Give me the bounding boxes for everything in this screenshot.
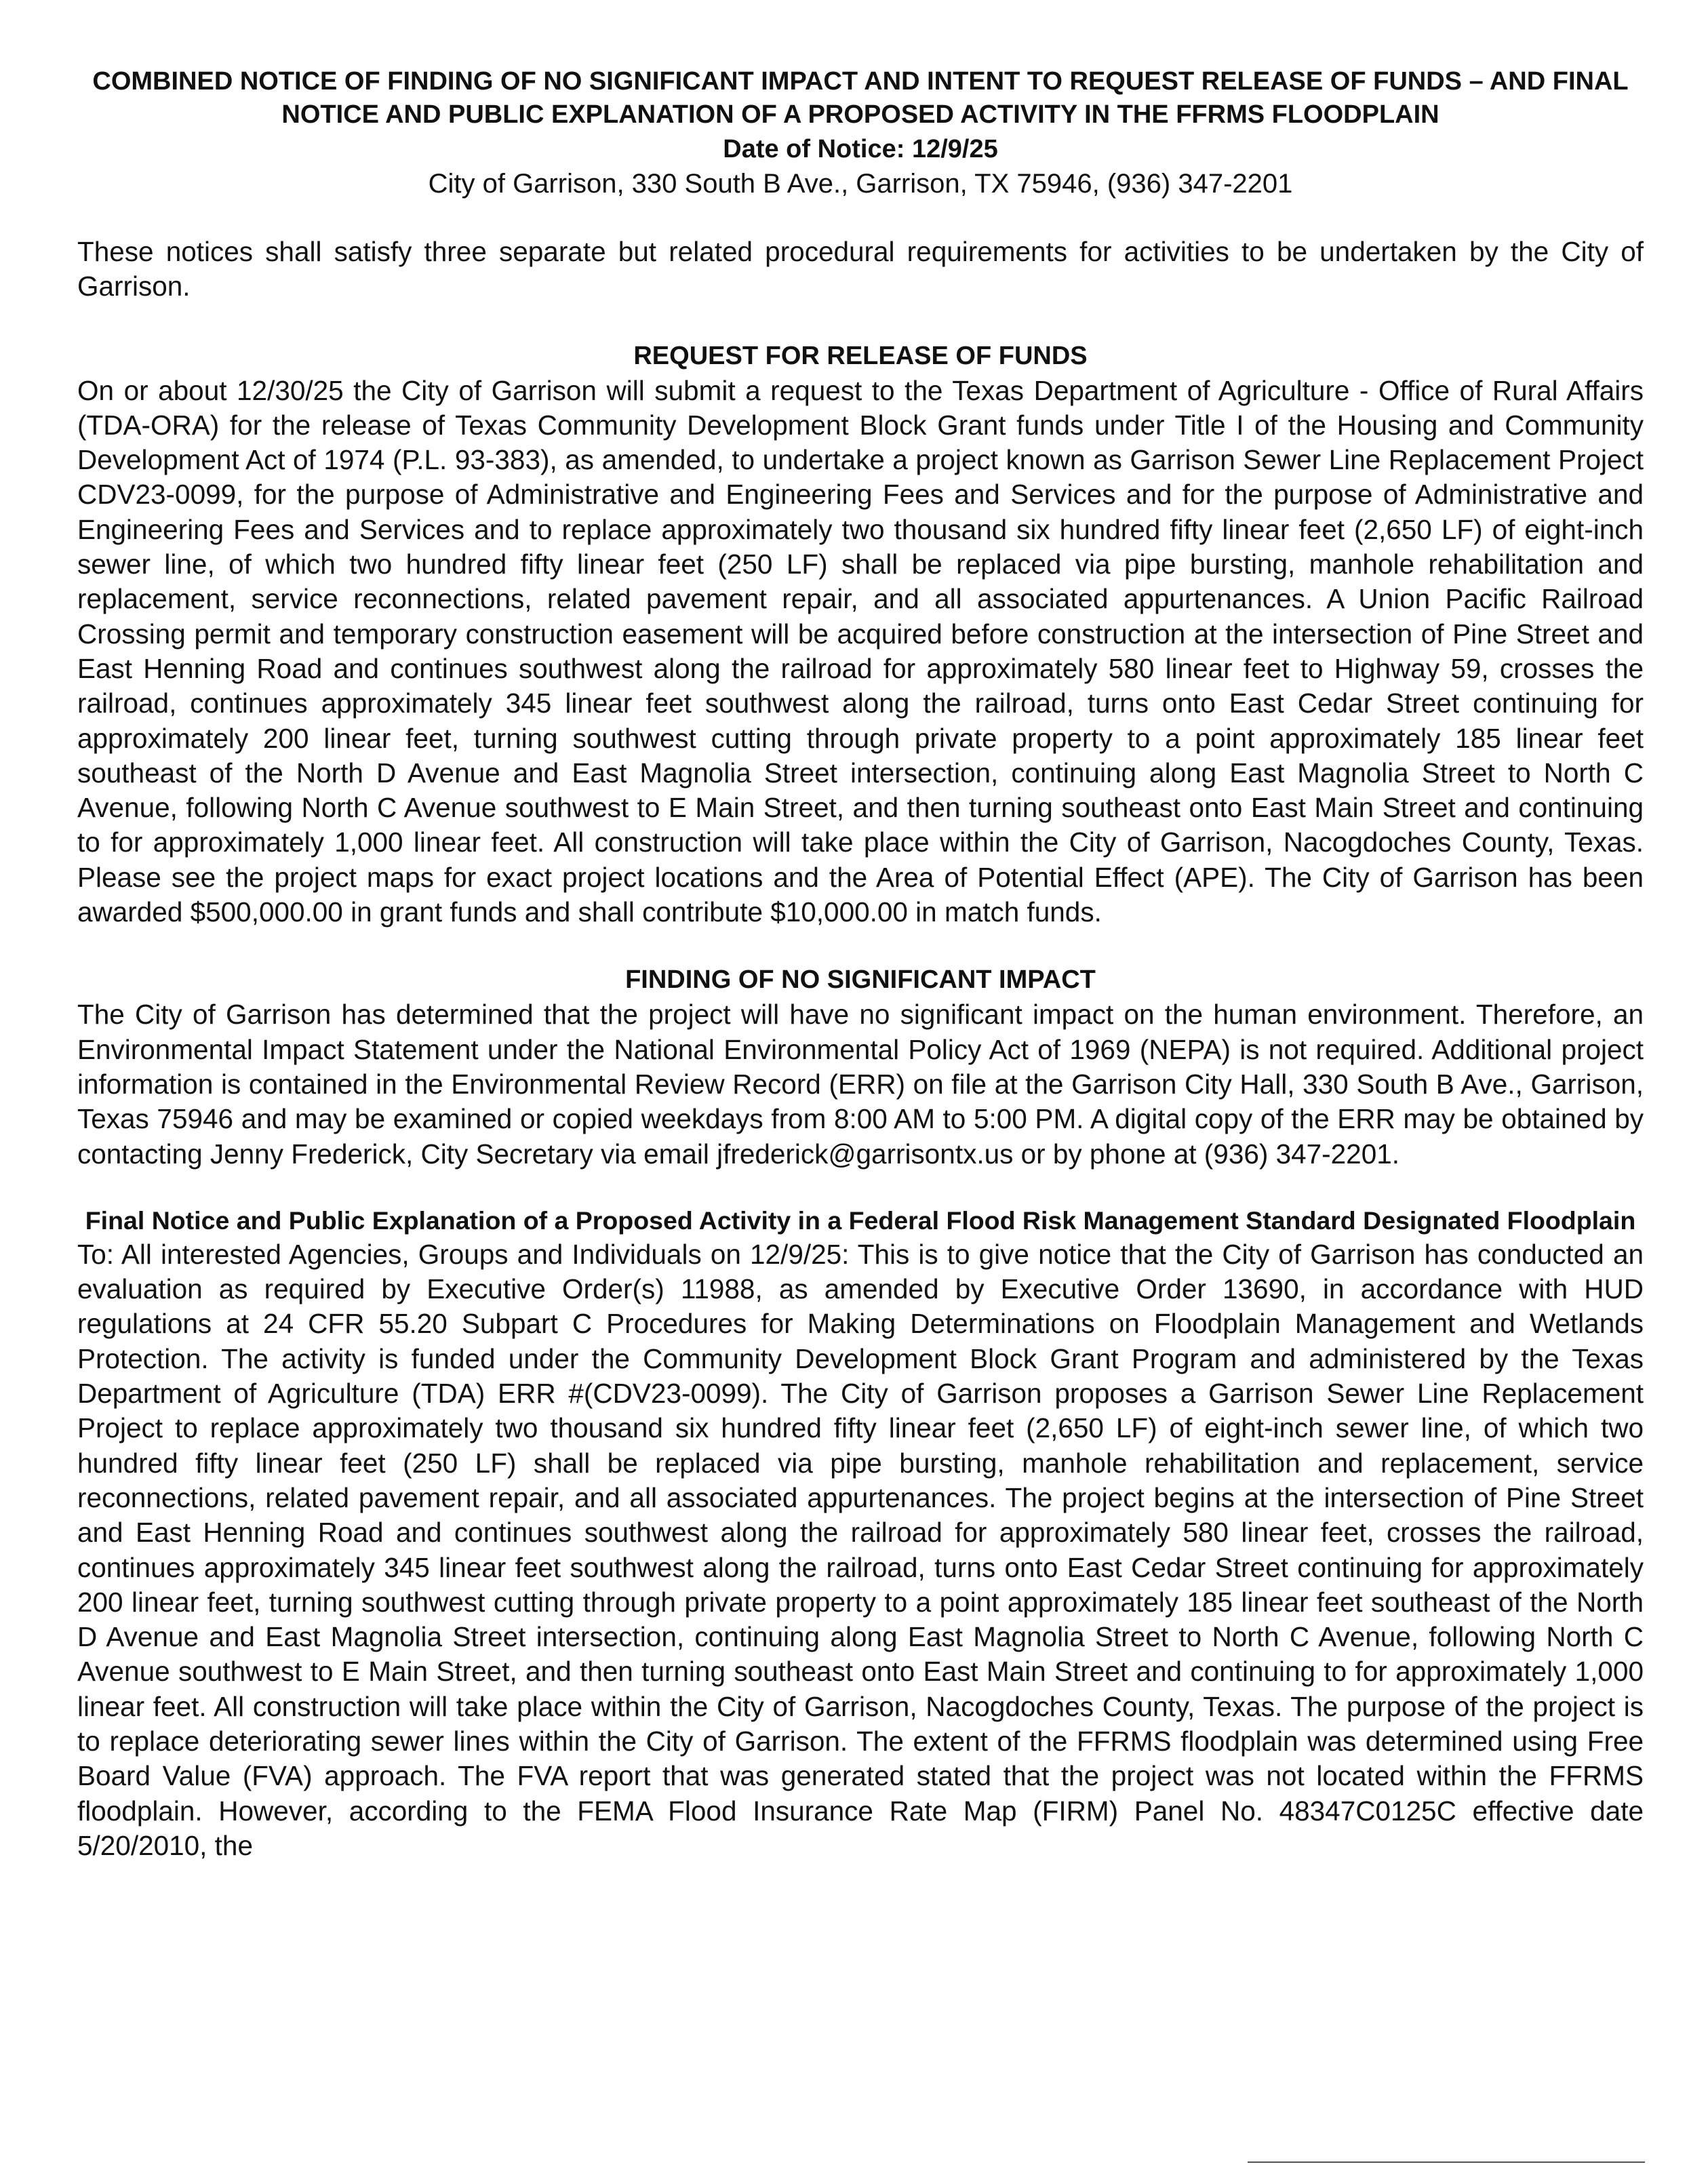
fonsi-body: The City of Garrison has determined that the project will have no significant impact on the human environment. Therefore, an Environmental Impact Statement under the National Environmental Policy Act of 1969 (NEPA) is not required. Additional project information is contained in the Environmental Review Record (ERR) on file at the Garrison City Hall, 330 South B Ave., Garrison, Texas 75946 and may be examined or copied weekdays from 8:00 AM to 5:00 PM. A digital copy of the ERR may be obtained by contacting Jenny Frederick, City Secretary via email jfrederick@garrisontx.us or by phone at (936) 347-2201. (77, 999, 1644, 1170)
date-of-notice: Date of Notice: 12/9/25 (723, 135, 998, 163)
final-notice-body: To: All interested Agencies, Groups and Individuals on 12/9/25: This is to give notice that the City of Garrison has conducted an evaluation as required by Executive Order(s) 11988, as amended by Executive Order 13690, in accordance with HUD regulations at 24 CFR 55.20 Subpart C Procedures for Making Determinations on Floodplain Management and Wetlands Protection. The activity is funded under the Community Development Block Grant Program and administered by the Texas Department of Agriculture (TDA) ERR #(CDV23-0099). The City of Garrison proposes a Garrison Sewer Line Replacement Project to replace approximately two thousand six hundred fifty linear feet (2,650 LF) of eight-inch sewer line, of which two hundred fifty linear feet (250 LF) shall be replaced via pipe bursting, manhole rehabilitation and replacement, service reconnections, related pavement repair, and all associated appurtenances. The project begins at the intersection of Pine Street and East Henning Road and continues southwest along the railroad for approximately 580 linear feet, crosses the railroad, continues approximately 345 linear feet southwest along the railroad, turns onto East Cedar Street continuing for approximately 200 linear feet, turning southwest cutting through private property to a point approximately 185 linear feet southeast of the North D Avenue and East Magnolia Street intersection, continuing along East Magnolia Street to North C Avenue, following North C Avenue southwest to E Main Street, and then turning southeast onto East Main Street and continuing to for approximately 1,000 linear feet. All construction will take place within the City of Garrison, Nacogdoches County, Texas. The purpose of the project is to replace deteriorating sewer lines within the City of Garrison. The extent of the FFRMS floodplain was determined using Free Board Value (FVA) approach. The FVA report that was generated stated that the project was not located within the FFRMS floodplain. However, according to the FEMA Flood Insurance Rate Map (FIRM) Panel No. 48347C0125C effective date 5/20/2010, the (77, 1238, 1644, 1861)
footer-rule (1248, 2161, 1645, 2163)
request-for-release-section (77, 338, 1644, 930)
request-for-release-body: On or about 12/30/25 the City of Garrison will submit a request to the Texas Department of Agriculture - Office of Rural Affairs (TDA-ORA) for the release of Texas Community Development Block Grant funds under Title I of the Housing and Community Development Act of 1974 (P.L. 93-383), as amended, to undertake a project known as Garrison Sewer Line Replacement Project CDV23-0099, for the purpose of Administrative and Engineering Fees and Services and for the purpose of Administrative and Engineering Fees and Services and to replace approximately two thousand six hundred fifty linear feet (2,650 LF) of eight-inch sewer line, of which two hundred fifty linear feet (250 LF) shall be replaced via pipe bursting, manhole rehabilitation and replacement, service reconnections, related pavement repair, and all associated appurtenances. A Union Pacific Railroad Crossing permit and temporary construction easement will be acquired before construction at the intersection of Pine Street and East Henning Road and continues southwest along the railroad for approximately 580 linear feet to Highway 59, crosses the railroad, continues approximately 345 linear feet southwest along the railroad, turns onto East Cedar Street continuing for approximately 200 linear feet, turning southwest cutting through private property to a point approximately 185 linear feet southeast of the North D Avenue and East Magnolia Street intersection, continuing along East Magnolia Street to North C Avenue, following North C Avenue southwest to E Main Street, and then turning southeast onto East Main Street and continuing to for approximately 1,000 linear feet. All construction will take place within the City of Garrison, Nacogdoches County, Texas. Please see the project maps for exact project locations and the Area of Potential Effect (APE). The City of Garrison has been awarded $500,000.00 in grant funds and shall contribute $10,000.00 in match funds. (77, 374, 1644, 928)
fonsi-heading: FINDING OF NO SIGNIFICANT IMPACT (625, 965, 1096, 995)
notice-page (77, 65, 1644, 1863)
city-address: City of Garrison, 330 South B Ave., Garrison, TX 75946, (936) 347-2201 (428, 169, 1293, 199)
final-notice-section (77, 1204, 1644, 1863)
request-for-release-heading: REQUEST FOR RELEASE OF FUNDS (633, 341, 1088, 370)
notice-header (77, 65, 1644, 201)
final-notice-heading: Final Notice and Public Explanation of a Proposed Activity in a Federal Flood Risk Management Standard Designated Floodplain (85, 1205, 1636, 1235)
fonsi-section (77, 962, 1644, 1171)
notice-title: COMBINED NOTICE OF FINDING OF NO SIGNIFICANT IMPACT AND INTENT TO REQUEST RELEASE OF FUNDS – AND FINAL NOTICE AND PUBLIC EXPLANATION OF A PROPOSED ACTIVITY IN THE FFRMS FLOODPLAIN (92, 67, 1629, 129)
intro-paragraph: These notices shall satisfy three separate but related procedural requirements for activities to be undertaken by the City of Garrison. (77, 236, 1644, 302)
